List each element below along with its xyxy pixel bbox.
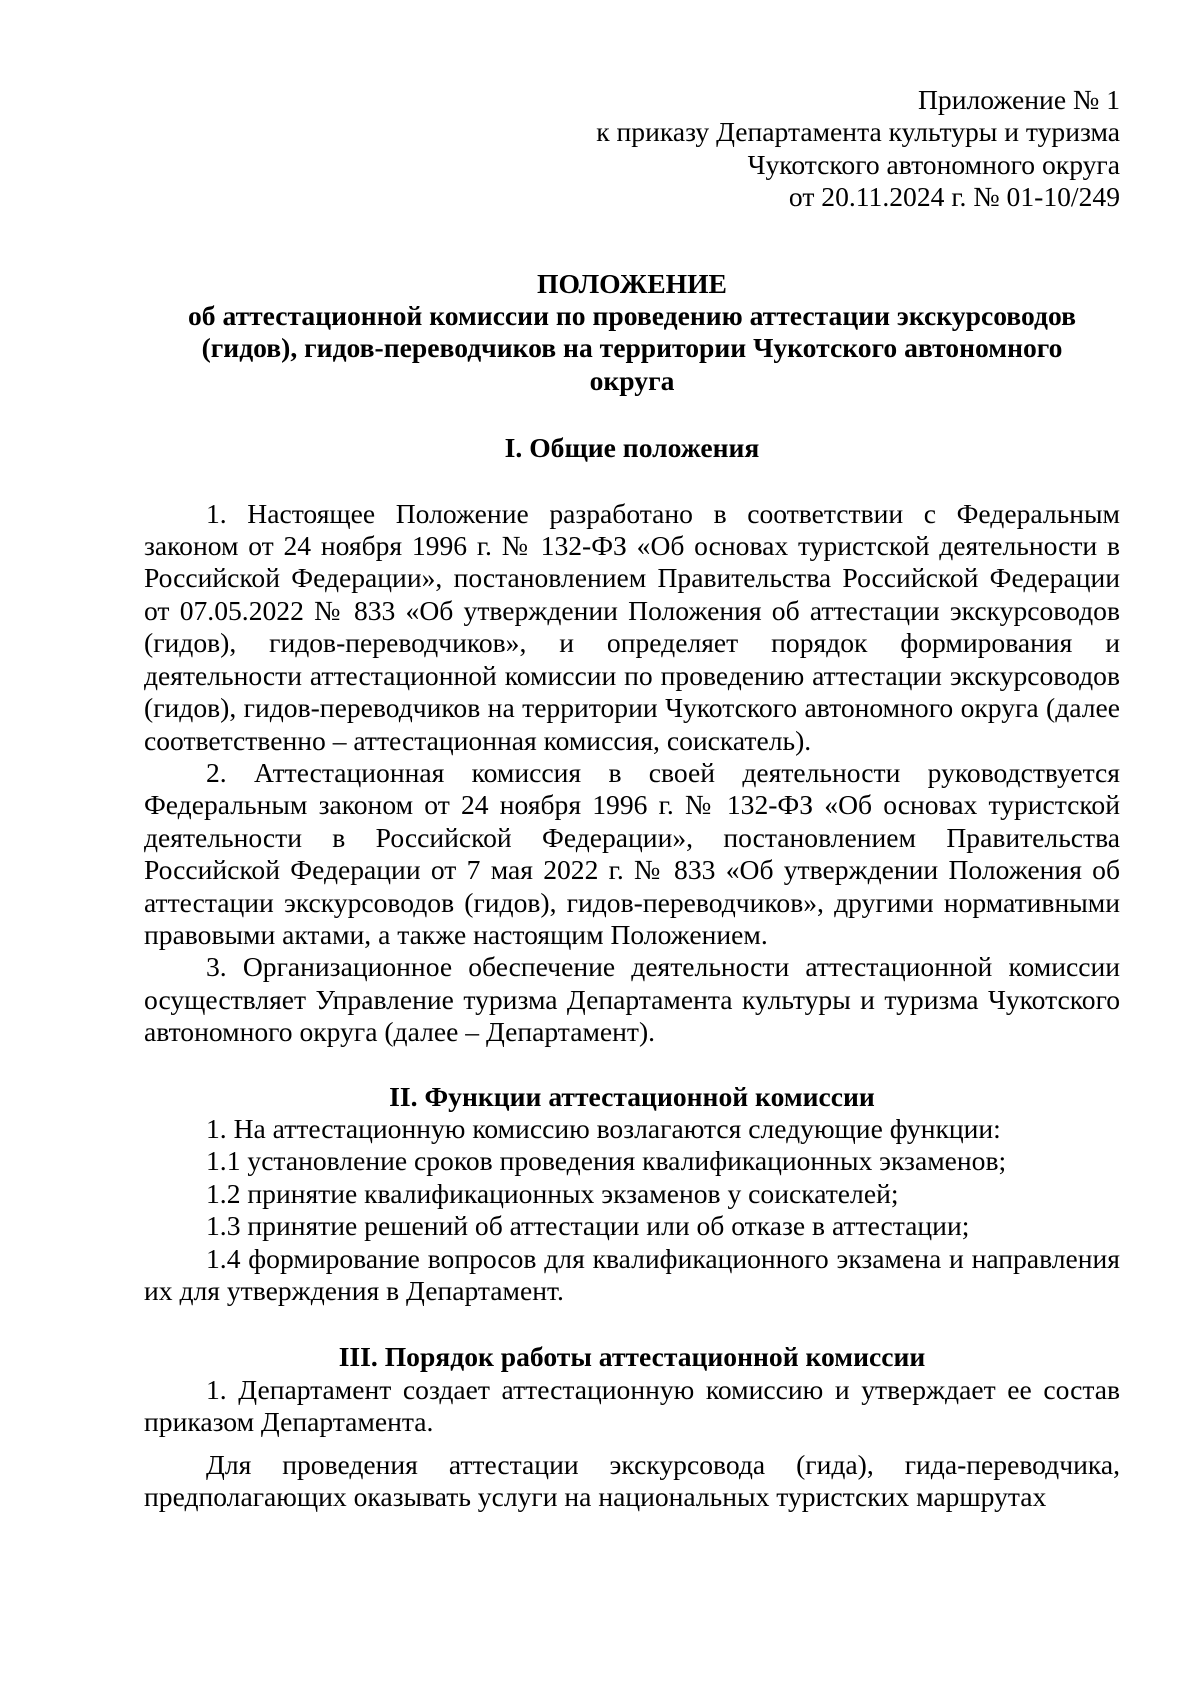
document-title [144,268,1120,398]
paragraph: 1. На аттестационную комиссию возлагаются следующие функции: [206,1112,1001,1144]
paragraph: Для проведения аттестации экскурсовода (гида), гида-переводчика, предполагающих оказывать услуги на национальных туристских маршрутах [144,1448,1120,1513]
section-heading-general: I. Общие положения [504,432,760,464]
paragraph: 1. Департамент создает аттестационную комиссию и утверждает ее состав приказом Департамента. [144,1373,1120,1438]
paragraph: 1.3 принятие решений об аттестации или об отказе в аттестации; [206,1210,970,1242]
appendix-number: Приложение № 1 [917,84,1120,115]
title-line: округа [589,364,675,396]
appendix-date: от 20.11.2024 г. № 01-10/249 [788,181,1120,213]
paragraph: 1. Настоящее Положение разработано в соответствии с Федеральным законом от 24 ноября 1996 г. № 132-ФЗ «Об основах туристской деятельности в Российской Федерации», постановлением Правительства Российской Федерации от 07.05.2022 № 833 «Об утверждении Положения об аттестации экскурсоводов (гидов), гидов-переводчиков», и определяет порядок формирования и деятельности аттестационной комиссии по проведению аттестации экскурсоводов (гидов), гидов-переводчиков на территории Чукотского автономного округа (далее соответственно – аттестационная комиссия, соискатель). [144,497,1120,756]
paragraph: 1.1 установление сроков проведения квалификационных экзаменов; [206,1145,1007,1177]
document-page [144,84,1120,1513]
appendix-block [144,84,1120,214]
paragraph: 1.2 принятие квалификационных экзаменов у соискателей; [206,1177,899,1209]
title-line: (гидов), гидов-переводчиков на территории Чукотского автономного [201,332,1063,364]
section-heading-procedure: III. Порядок работы аттестационной комиссии [338,1341,926,1373]
paragraph: 2. Аттестационная комиссия в своей деятельности руководствуется Федеральным законом от 24 ноября 1996 г. № 132-ФЗ «Об основах туристской деятельности в Российской Федерации», постановлением Правительства Российской Федерации от 7 мая 2022 г. № 833 «Об утверждении Положения об аттестации экскурсоводов (гидов), гидов-переводчиков», другими нормативными правовыми актами, а также настоящим Положением. [144,756,1120,950]
paragraph: 1.4 формирование вопросов для квалификационного экзамена и направления их для утверждения в Департамент. [144,1242,1120,1306]
section-heading-functions: II. Функции аттестационной комиссии [389,1080,875,1112]
title-main: ПОЛОЖЕНИЕ [537,267,727,299]
title-line: об аттестационной комиссии по проведению аттестации экскурсоводов [188,300,1076,332]
appendix-order-ref: к приказу Департамента культуры и туризма [596,116,1120,148]
paragraph: 3. Организационное обеспечение деятельности аттестационной комиссии осуществляет Управление туризма Департамента культуры и туризма Чукотского автономного округа (далее – Департамент). [144,951,1120,1048]
appendix-region: Чукотского автономного округа [747,148,1120,180]
